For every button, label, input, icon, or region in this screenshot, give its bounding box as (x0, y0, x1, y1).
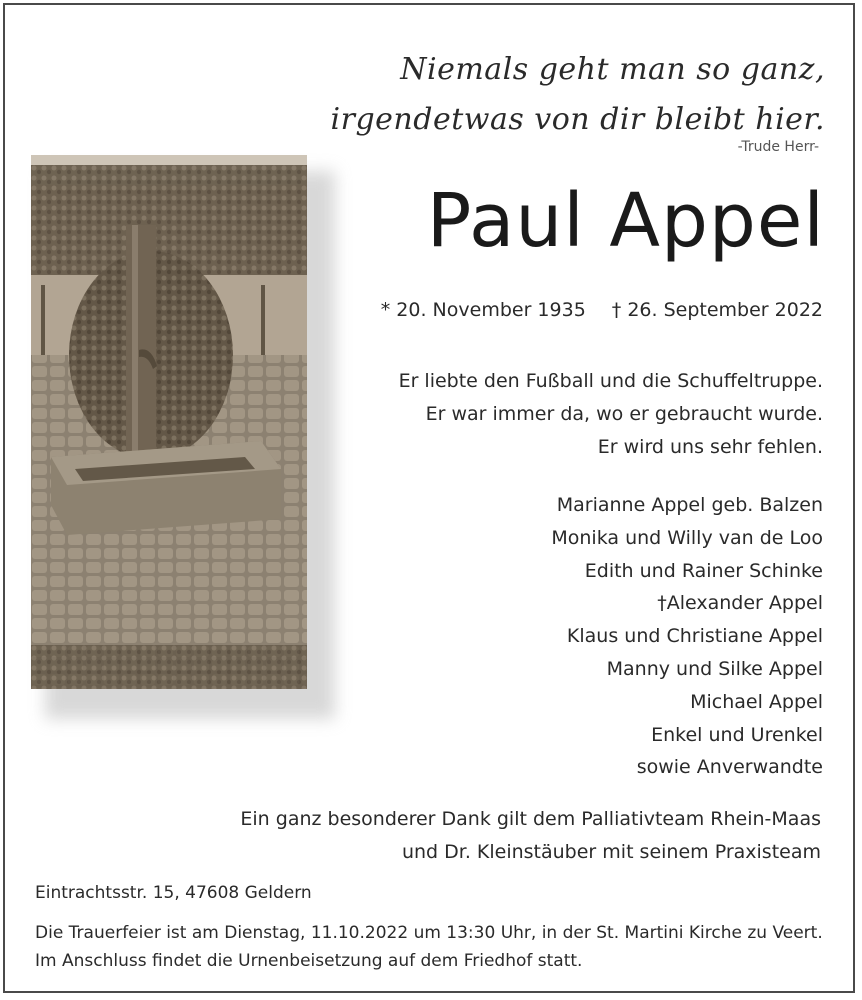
mourner: †Alexander Appel (657, 592, 823, 615)
life-dates (381, 299, 823, 321)
quote-line: irgendetwas von dir bleibt hier. (330, 102, 825, 137)
mourner: Manny und Silke Appel (606, 657, 823, 680)
birth-date: * 20. November 1935 (380, 299, 586, 321)
mourner: sowie Anverwandte (636, 756, 823, 779)
tribute-text (399, 365, 823, 463)
ceremony-line: Die Trauerfeier ist am Dienstag, 11.10.2022 um 13:30 Uhr, in der St. Martini Kirche zu Veert. (35, 923, 823, 943)
ceremony-info (35, 919, 823, 975)
memorial-quote (331, 45, 825, 145)
mourners-list (551, 489, 823, 784)
mourner: Marianne Appel geb. Balzen (556, 494, 823, 516)
address: Eintrachtsstr. 15, 47608 Geldern (35, 883, 312, 903)
tribute-line: Er liebte den Fußball und die Schuffeltruppe. (398, 370, 823, 392)
death-date: † 26. September 2022 (611, 299, 823, 321)
thanks-line: Ein ganz besonderer Dank gilt dem Palliativteam Rhein-Maas (240, 808, 821, 830)
memorial-photo (31, 155, 307, 689)
mourner: Michael Appel (690, 690, 823, 713)
mourner: Klaus und Christiane Appel (566, 625, 823, 648)
quote-author: -Trude Herr- (737, 139, 819, 155)
ceremony-line: Im Anschluss findet die Urnenbeisetzung auf dem Friedhof statt. (35, 951, 583, 971)
quote-line: Niemals geht man so ganz, (400, 52, 825, 87)
thanks-line: und Dr. Kleinstäuber mit seinem Praxisteam (401, 840, 821, 863)
obituary-frame (3, 3, 855, 993)
mourner: Enkel und Urenkel (651, 723, 823, 746)
mourner: Edith und Rainer Schinke (584, 559, 823, 582)
deceased-name: Paul Appel (426, 178, 825, 264)
tribute-line: Er wird uns sehr fehlen. (597, 435, 823, 458)
mourner: Monika und Willy van de Loo (551, 526, 823, 549)
tribute-line: Er war immer da, wo er gebraucht wurde. (425, 402, 823, 425)
thanks-text (240, 803, 821, 869)
